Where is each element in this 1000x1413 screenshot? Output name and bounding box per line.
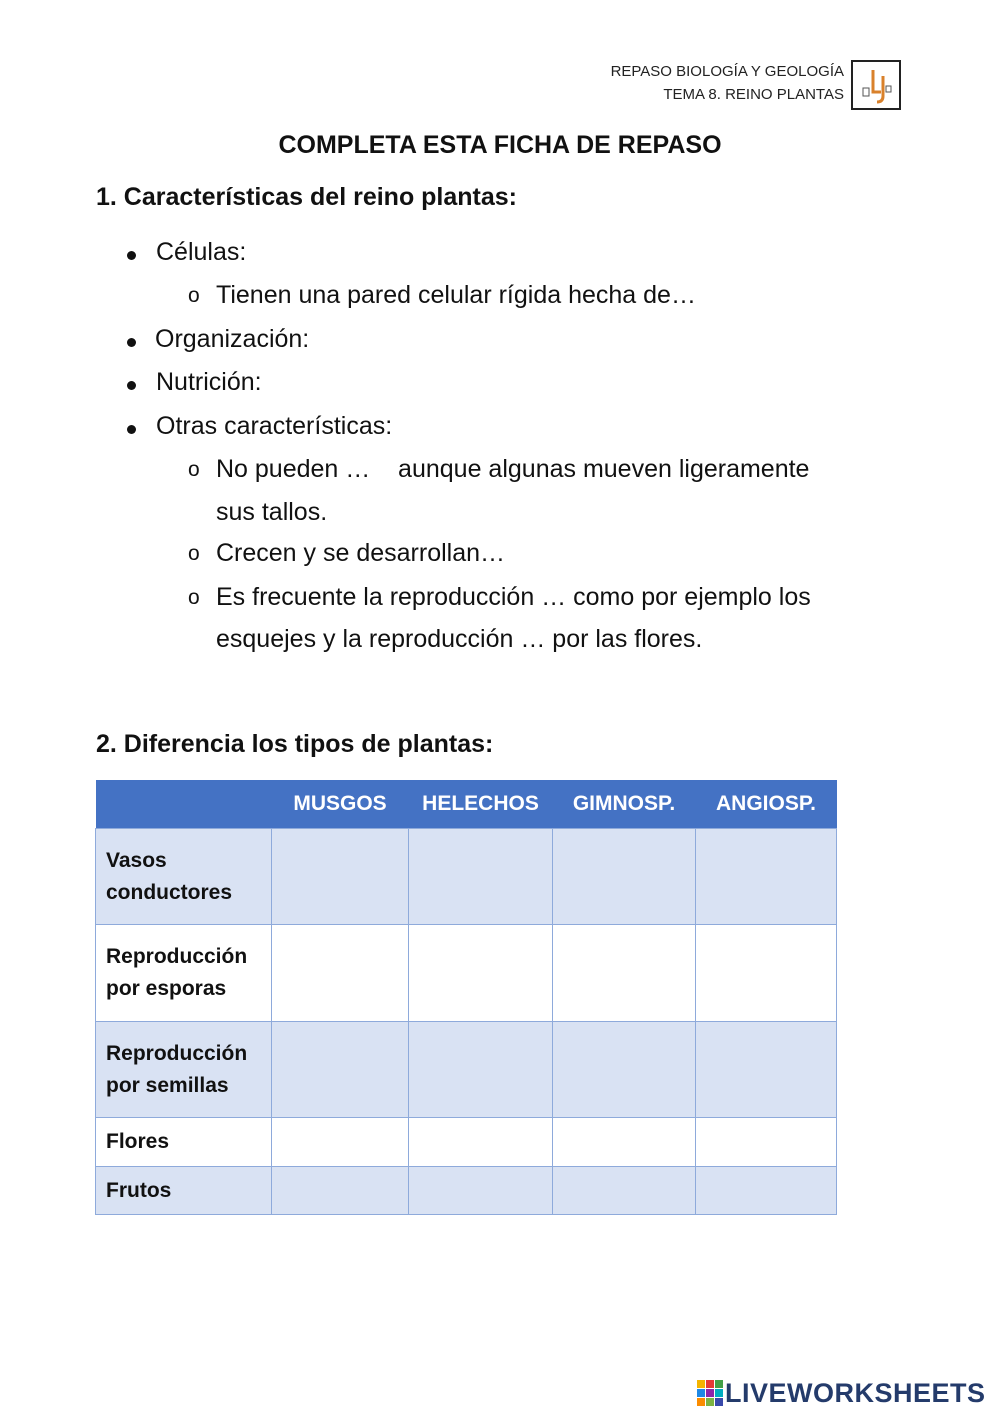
answer-cell[interactable]	[272, 1022, 409, 1118]
row-label-flores: Flores	[96, 1118, 272, 1167]
column-header-gimnosp: GIMNOSP.	[553, 780, 696, 829]
row-label-vasos: Vasos conductores	[96, 829, 272, 925]
item-otras-sub-1a: No pueden … aunque algunas mueven ligeramente	[216, 455, 810, 483]
answer-cell[interactable]	[272, 1118, 409, 1167]
table-row	[96, 1022, 837, 1118]
table-row	[96, 1118, 837, 1167]
item-otras-sub-1b: sus tallos.	[216, 498, 328, 526]
table-header-row	[96, 780, 837, 829]
answer-cell[interactable]	[409, 1167, 553, 1215]
answer-cell[interactable]	[553, 1118, 696, 1167]
table-row	[96, 925, 837, 1022]
liveworksheets-watermark	[697, 1376, 986, 1410]
answer-cell[interactable]	[272, 925, 409, 1022]
answer-cell[interactable]	[696, 925, 837, 1022]
bj-logo-icon	[851, 60, 901, 110]
bullet-icon	[127, 381, 136, 390]
liveworksheets-brand: LIVEWORKSHEETS	[725, 1377, 986, 1408]
item-otras-sub-3a: Es frecuente la reproducción … como por ejemplo los	[216, 583, 811, 611]
plant-types-table	[95, 780, 837, 1215]
item-otras-sub-2: Crecen y se desarrollan…	[216, 539, 506, 567]
header-line-1: REPASO BIOLOGÍA Y GEOLOGÍA	[610, 63, 844, 80]
answer-cell[interactable]	[272, 1167, 409, 1215]
section-1-title: 1. Características del reino plantas:	[96, 183, 518, 211]
bullet-icon	[127, 425, 136, 434]
answer-cell[interactable]	[409, 925, 553, 1022]
item-otras-sub-3b: esquejes y la reproducción … por las flores.	[216, 625, 703, 653]
sub-bullet-icon: o	[188, 542, 200, 565]
column-header-helechos: HELECHOS	[409, 780, 553, 829]
item-celulas-sub: Tienen una pared celular rígida hecha de…	[216, 281, 696, 309]
answer-cell[interactable]	[696, 1167, 837, 1215]
row-label-frutos: Frutos	[96, 1167, 272, 1215]
answer-cell[interactable]	[409, 1022, 553, 1118]
item-otras: Otras características:	[156, 412, 393, 440]
answer-cell[interactable]	[696, 1118, 837, 1167]
bullet-icon	[127, 251, 136, 260]
answer-cell[interactable]	[553, 925, 696, 1022]
item-nutricion: Nutrición:	[156, 368, 262, 396]
liveworksheets-logo-icon	[697, 1380, 723, 1406]
column-header-empty	[96, 780, 272, 829]
bullet-icon	[127, 338, 136, 347]
row-label-semillas: Reproducción por semillas	[96, 1022, 272, 1118]
sub-bullet-icon: o	[188, 586, 200, 609]
sub-bullet-icon: o	[188, 284, 200, 307]
column-header-angiosp: ANGIOSP.	[696, 780, 837, 829]
answer-cell[interactable]	[696, 829, 837, 925]
section-2-title: 2. Diferencia los tipos de plantas:	[96, 730, 494, 758]
item-organizacion: Organización:	[155, 325, 310, 353]
answer-cell[interactable]	[409, 829, 553, 925]
answer-cell[interactable]	[553, 829, 696, 925]
answer-cell[interactable]	[553, 1167, 696, 1215]
header-line-2: TEMA 8. REINO PLANTAS	[663, 86, 844, 103]
row-label-esporas: Reproducción por esporas	[96, 925, 272, 1022]
document-header	[611, 60, 844, 106]
page-title: COMPLETA ESTA FICHA DE REPASO	[278, 131, 722, 159]
table-row	[96, 829, 837, 925]
item-celulas: Células:	[156, 238, 247, 266]
answer-cell[interactable]	[553, 1022, 696, 1118]
answer-cell[interactable]	[409, 1118, 553, 1167]
answer-cell[interactable]	[696, 1022, 837, 1118]
column-header-musgos: MUSGOS	[272, 780, 409, 829]
sub-bullet-icon: o	[188, 458, 200, 481]
answer-cell[interactable]	[272, 829, 409, 925]
table-row	[96, 1167, 837, 1215]
